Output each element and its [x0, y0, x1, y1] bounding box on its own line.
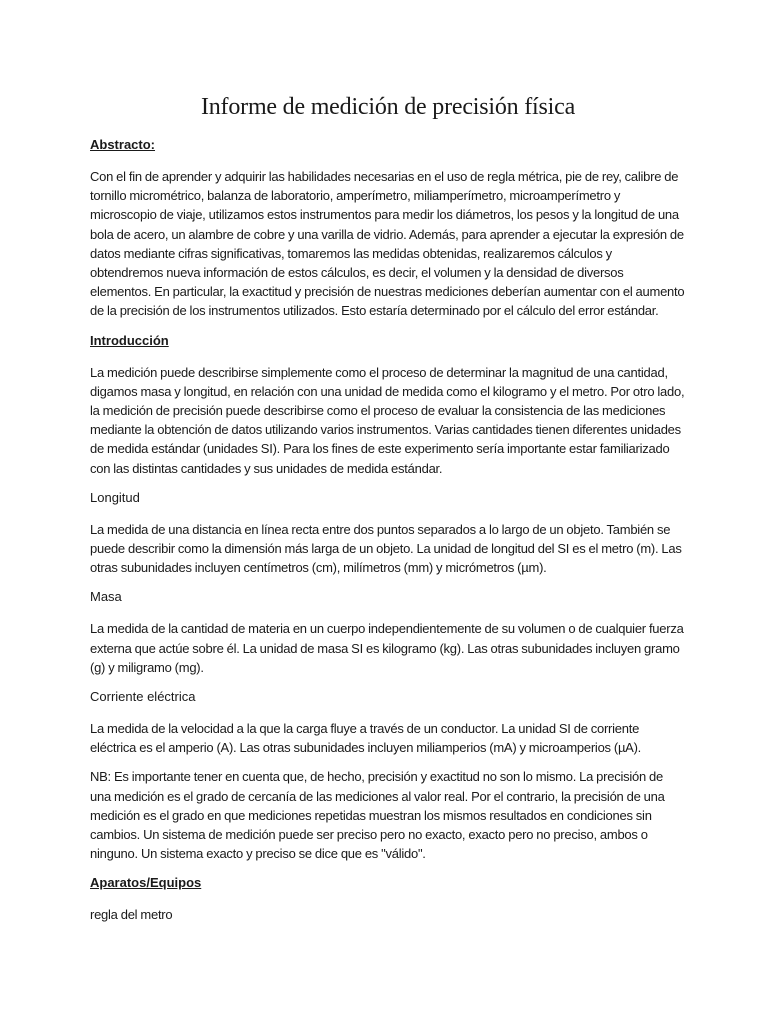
- introduction-paragraph: La medición puede describirse simplemente como el proceso de determinar la magnitud de una cantidad, digamos masa y longitud, en relación con una unidad de medida como el kilogramo y el metro. Por otro lado, la medición de precisión puede describirse como el proceso de evaluar la consistencia de las mediciones mediante la obtención de datos utilizando varios instrumentos. Varias cantidades tienen diferentes unidades de medida estándar (unidades SI). Para los fines de este experimento sería importante estar familiarizado con las distintas cantidades y sus unidades de medida estándar.: [90, 364, 685, 476]
- apparatus-item: regla del metro: [90, 907, 173, 923]
- document-title: Informe de medición de precisión física: [200, 94, 576, 120]
- apparatus-heading: Aparatos/Equipos: [90, 875, 202, 891]
- abstract-heading: Abstracto:: [90, 137, 156, 152]
- length-paragraph: La medida de una distancia en línea recta entre dos puntos separados a lo largo de un objeto. También se puede describir como la dimensión más larga de un objeto. La unidad de longitud del SI es el metro (m). Las otras subunidades incluyen centímetros (cm), milímetros (mm) y micrómetros (µm).: [90, 521, 682, 576]
- mass-paragraph: La medida de la cantidad de materia en un cuerpo independientemente de su volumen o de cualquier fuerza externa que actúe sobre él. La unidad de masa SI es kilogramo (kg). Las otras subunidades incluyen gramo (g) y miligramo (mg).: [90, 621, 684, 675]
- note-paragraph: NB: Es importante tener en cuenta que, de hecho, precisión y exactitud no son lo mismo. La precisión de una medición es el grado de cercanía de las mediciones al valor real. Por el contrario, la precisión de una medición es el grado en que mediciones repetidas muestran los mismos resultados en condiciones sin cambios. Un sistema de medición puede ser preciso pero no exacto, exacto pero no preciso, ambos o ninguno. Un sistema exacto y preciso se dice que es "válido".: [90, 769, 665, 862]
- electric-current-paragraph: La medida de la velocidad a la que la carga fluye a través de un conductor. La unidad SI de corriente eléctrica es el amperio (A). Las otras subunidades incluyen miliamperios (mA) y microamperios (µA).: [90, 721, 642, 756]
- abstract-paragraph: Con el fin de aprender y adquirir las habilidades necesarias en el uso de regla métrica, pie de rey, calibre de tornillo micrométrico, balanza de laboratorio, amperímetro, miliamperímetro, microamperímetro y microscopio de viaje, utilizamos estos instrumentos para medir los diámetros, los pesos y la longitud de una bola de acero, un alambre de cobre y una varilla de vidrio. Además, para aprender a ejecutar la expresión de datos mediante cifras significativas, tomaremos las medidas obtenidas, realizaremos cálculos y obtendremos nueva información de estos cálculos, es decir, el volumen y la densidad de diversos elementos. En particular, la exactitud y precisión de nuestras mediciones deberían aumentar con el aumento de la precisión de los instrumentos utilizados. Esto estaría determinado por el cálculo del error estándar.: [90, 169, 685, 319]
- introduction-heading: Introducción: [90, 332, 169, 348]
- mass-heading: Masa: [90, 589, 122, 605]
- length-heading: Longitud: [90, 489, 140, 505]
- electric-current-heading: Corriente eléctrica: [90, 689, 196, 705]
